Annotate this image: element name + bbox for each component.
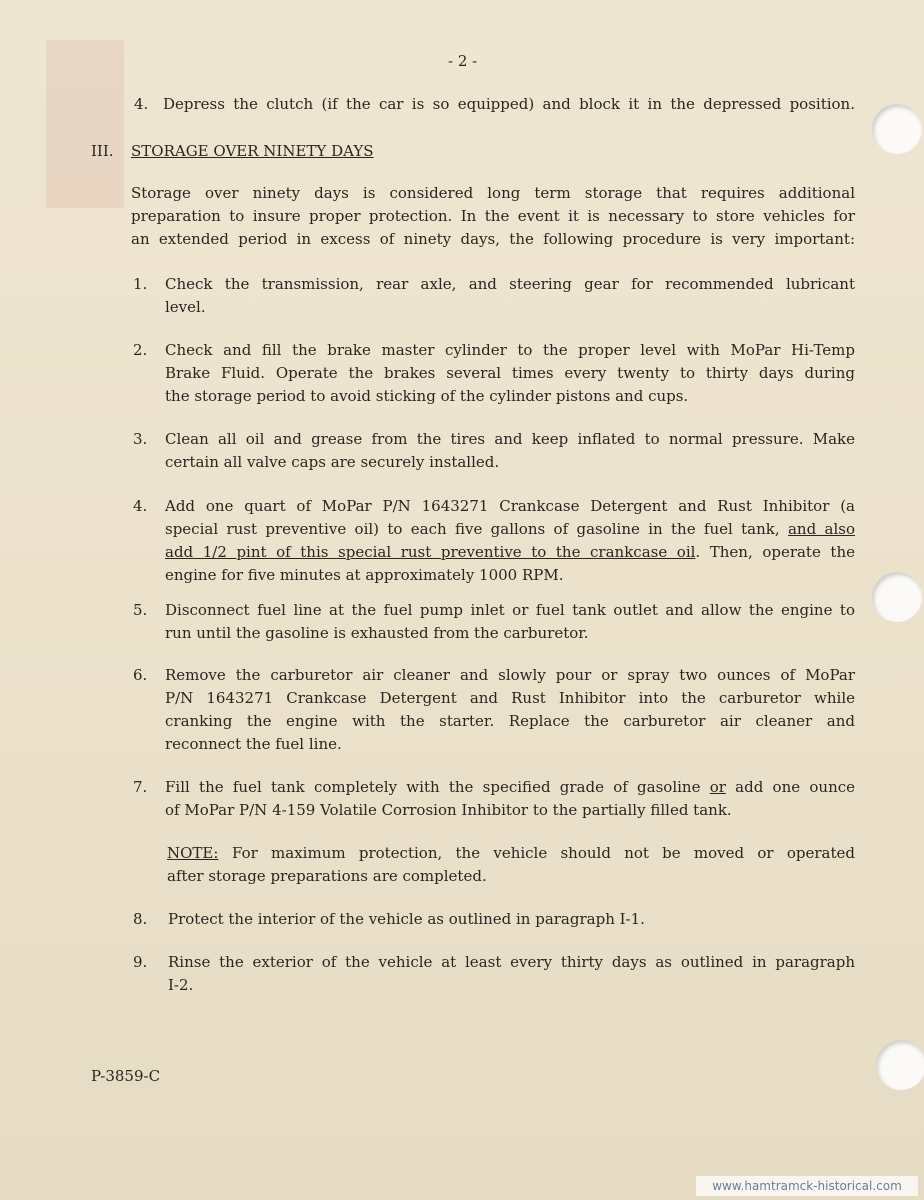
item-number: 7. <box>133 778 148 796</box>
item-line: Remove the carburetor air cleaner and slowly pour or spray two ounces of MoPar <box>165 666 855 684</box>
intro-line: an extended period in excess of ninety days, the following procedure is very important: <box>131 230 855 248</box>
item-number: 3. <box>133 430 148 448</box>
item-number: 9. <box>133 953 148 971</box>
item-line: the storage period to avoid sticking of the cylinder pistons and cups. <box>165 387 689 405</box>
underlined-text: or <box>709 778 726 796</box>
intro-line: Storage over ninety days is considered long term storage that requires additional <box>131 184 855 202</box>
bleed-through-logo-area <box>46 40 124 208</box>
item-line: Protect the interior of the vehicle as outlined in paragraph I-1. <box>168 910 645 928</box>
item-line: engine for five minutes at approximately 1000 RPM. <box>165 566 564 584</box>
item-line: Brake Fluid. Operate the brakes several times every twenty to thirty days during <box>165 364 855 382</box>
item-line-text: . Then, operate the <box>695 543 855 561</box>
section-heading: STORAGE OVER NINETY DAYS <box>131 142 374 160</box>
item-line: reconnect the fuel line. <box>165 735 342 753</box>
prev-item-text: Depress the clutch (if the car is so equipped) and block it in the depressed position. <box>163 95 855 113</box>
binder-hole-bottom <box>876 1040 924 1090</box>
item-line: certain all valve caps are securely installed. <box>165 453 500 471</box>
intro-line: preparation to insure proper protection. In the event it is necessary to store vehicles for <box>131 207 855 225</box>
item-line: Disconnect fuel line at the fuel pump inlet or fuel tank outlet and allow the engine to <box>165 601 855 619</box>
item-line: Clean all oil and grease from the tires and keep inflated to normal pressure. Make <box>165 430 855 448</box>
item-line <box>165 541 855 564</box>
item-line: Check the transmission, rear axle, and steering gear for recommended lubricant <box>165 275 855 293</box>
item-line: level. <box>165 298 206 316</box>
item-line-text: Fill the fuel tank completely with the specified grade of gasoline <box>165 778 710 796</box>
item-number: 8. <box>133 910 148 928</box>
item-number: 4. <box>133 497 148 515</box>
item-line <box>165 776 855 799</box>
item-line: I-2. <box>168 976 194 994</box>
item-line: Add one quart of MoPar P/N 1643271 Crankcase Detergent and Rust Inhibitor (a <box>165 497 855 515</box>
item-line-text: special rust preventive oil) to each five gallons of gasoline in the fuel tank, <box>165 520 788 538</box>
binder-hole-top <box>872 104 922 154</box>
note-line: For maximum protection, the vehicle should not be moved or operated <box>232 844 855 862</box>
item-number: 2. <box>133 341 148 359</box>
underlined-text: and also <box>787 520 855 538</box>
binder-hole-middle <box>872 572 922 622</box>
item-line: run until the gasoline is exhausted from the carburetor. <box>165 624 589 642</box>
item-line <box>165 518 855 541</box>
item-line: Rinse the exterior of the vehicle at least every thirty days as outlined in paragraph <box>168 953 855 971</box>
underlined-text: add 1/2 pint of this special rust preventive to the crankcase oil <box>165 543 696 561</box>
item-line: Check and fill the brake master cylinder to the proper level with MoPar Hi-Temp <box>165 341 855 359</box>
item-line: P/N 1643271 Crankcase Detergent and Rust Inhibitor into the carburetor while <box>165 689 855 707</box>
section-numeral: III. <box>91 142 114 160</box>
item-number: 5. <box>133 601 148 619</box>
note-line: after storage preparations are completed. <box>167 867 487 885</box>
footer-code: P-3859-C <box>91 1067 161 1085</box>
item-number: 1. <box>133 275 148 293</box>
item-line-text: add one ounce <box>725 778 856 796</box>
item-line: of MoPar P/N 4-159 Volatile Corrosion Inhibitor to the partially filled tank. <box>165 801 732 819</box>
item-line: cranking the engine with the starter. Replace the carburetor air cleaner and <box>165 712 855 730</box>
page-number: - 2 - <box>448 52 478 70</box>
note-label: NOTE: <box>167 844 219 862</box>
watermark: www.hamtramck-historical.com <box>696 1176 918 1196</box>
prev-item-number: 4. <box>134 95 149 113</box>
item-number: 6. <box>133 666 148 684</box>
